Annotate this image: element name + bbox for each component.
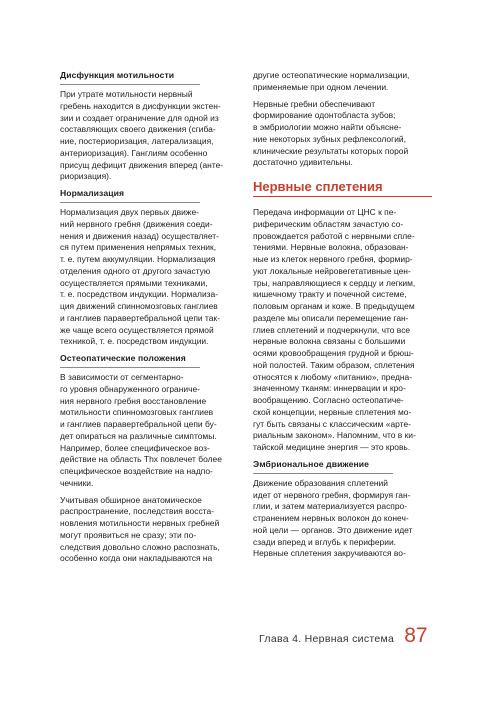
right-column (253, 70, 432, 560)
subheading-rule (60, 202, 200, 203)
paragraph: Передача информации от ЦНС к пе- риферическим областям зачастую со- провождается работой с нервными спле- тениями. Нервные волокна, образован- ные из клеток нервного гребня, формир- уют локальные нейровегетативные цен- тры, направляющиеся к сердцу и легким, кишечному тракту и почечной системе, половым органам и коже. В предыдущем разделе мы описали перемещение ган- глиев сплетений и подчеркнули, что все нервные волокна связаны с большими осями кровообращения грудной и брюш- ной полостей. Таким образом, сплетения относятся к любому «питанию», предна- значенному тканям: иннервации и кро- вообращению. Согласно остеопатиче- ской концепции, нервные сплетения мо- гут быть связаны с классическим «арте- риальным законом». Напомним, что в ки- тайской медицине энергия — это кровь. (253, 207, 416, 452)
paragraph: другие остеопатические нормализации, применяемые при одном лечении. (253, 70, 410, 92)
subheading-osteopathic-positions: Остеопатические положения (60, 353, 186, 363)
page-footer (259, 624, 428, 648)
paragraph: Движение образования сплетений идет от нервного гребня, формируя ган- глии, и затем материализуется распро- странением нервных волокон до конеч- ной цели — органов. Это движение идет сзади вперед и вглубь к периферии. Нервные сплетения закручиваются во- (253, 477, 413, 559)
left-column (60, 70, 240, 565)
subheading-embryonic-movement: Эмбриональное движение (253, 458, 369, 469)
subheading-normalization: Нормализация (60, 188, 125, 198)
section-heading-rule (253, 196, 432, 197)
section-heading-nerve-plexuses: Нервные сплетения (253, 179, 383, 194)
subheading-rule (60, 367, 200, 368)
subheading-rule (60, 84, 200, 85)
subheading-rule (253, 473, 393, 474)
chapter-title: Глава 4. Нервная система (259, 633, 395, 645)
paragraph: При утрате мотильности нервный гребень находится в дисфункции экстен- зии и создает ограничение для одной из составляющих своего движения (сгиба- ние, постериоризация, латерализация, антериоризация). Ганглиям особенно присущ дефицит движения вперед (анте- риоризация). (60, 89, 224, 182)
paragraph: В зависимости от сегментарно- го уровня обнаруженного ограниче- ния нервного гребня восстановление мотильности спинномозговых ганглиев и ганглиев паравертебральной цепи бу- дет опираться на различные симптомы. Например, более специфическое воз- действие на область Thx повлечет более специфическое воздействие на надпо- чечники. (60, 372, 222, 488)
paragraph: Учитывая обширное анатомическое распространение, последствия восста- новления мотильности нервных гребней могут проявиться не сразу; эти по- следствия довольно сложно распознать, особенно когда они накладываются на (60, 494, 220, 564)
page-number: 87 (404, 624, 428, 647)
paragraph: Нервные гребни обеспечивают формирование одонтобласта зубов; в эмбриологии можно найти объясне- ние некоторых зубных рефлексологий, клинические результаты которых порой достаточно удивительны. (253, 98, 409, 168)
subheading-motility-dysfunction: Дисфункция мотильности (60, 70, 175, 80)
paragraph: Нормализация двух первых движе- ний нервного гребня (движения соеди- нения и движения назад) осуществляет- ся путем применения непрямых техник, т. е. путем аккумуляции. Нормализация отделения одного от другого зачастую осуществляется прямыми техниками, т. е. посредством индукции. Нормализа- ция движений спинномозговых ганглиев и ганглиев паравертебральной цепи так- же чаще всего осуществляется прямой техникой, т. е. посредством индукции. (60, 207, 220, 347)
